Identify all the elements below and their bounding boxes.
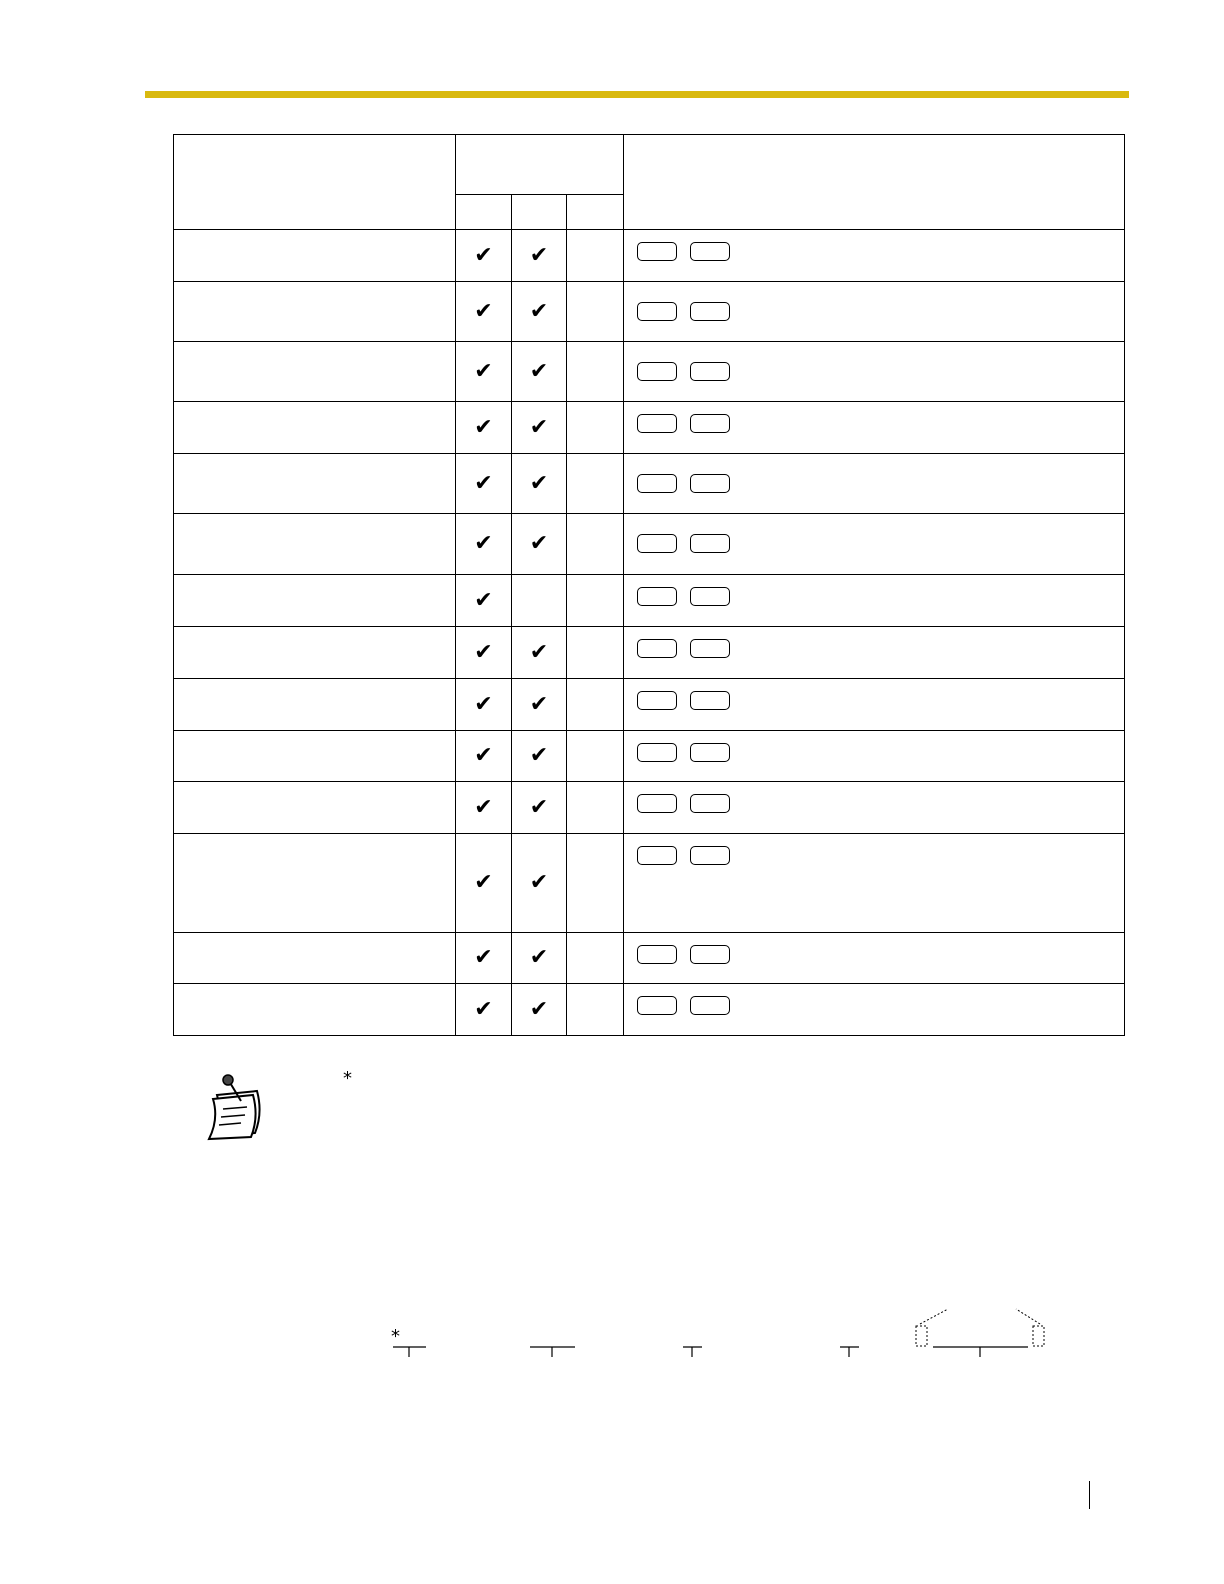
procedure-cell	[624, 282, 1125, 342]
check-cell-1: ✔	[456, 782, 512, 834]
check-cell-2: ✔	[512, 782, 567, 834]
check-cell-3	[567, 933, 624, 984]
key-button-icon	[690, 362, 730, 381]
procedure-cell	[624, 454, 1125, 514]
header-sub-1	[456, 195, 512, 230]
check-cell-2: ✔	[512, 933, 567, 984]
key-button-icon	[690, 474, 730, 493]
procedure-cell	[624, 731, 1125, 782]
header-sub-2	[512, 195, 567, 230]
key-button-icon	[690, 945, 730, 964]
check-cell-3	[567, 230, 624, 282]
table-row	[174, 230, 1125, 282]
key-button-icon	[690, 302, 730, 321]
table-row	[174, 575, 1125, 627]
key-button-icon	[637, 534, 677, 553]
table-row	[174, 679, 1125, 731]
check-cell-1: ✔	[456, 933, 512, 984]
check-cell-3	[567, 402, 624, 454]
table-row	[174, 731, 1125, 782]
check-cell-2: ✔	[512, 627, 567, 679]
check-cell-2: ✔	[512, 679, 567, 731]
procedure-cell	[624, 402, 1125, 454]
check-cell-2: ✔	[512, 402, 567, 454]
table-row	[174, 454, 1125, 514]
note-pin-icon	[203, 1073, 267, 1143]
check-cell-2: ✔	[512, 454, 567, 514]
table-row	[174, 834, 1125, 933]
feature-cell	[174, 342, 456, 402]
check-cell-3	[567, 782, 624, 834]
check-cell-1: ✔	[456, 402, 512, 454]
check-cell-1: ✔	[456, 984, 512, 1036]
check-cell-2: ✔	[512, 230, 567, 282]
feature-cell	[174, 984, 456, 1036]
check-cell-2: ✔	[512, 514, 567, 575]
feature-cell	[174, 575, 456, 627]
check-cell-2: ✔	[512, 731, 567, 782]
check-cell-1: ✔	[456, 454, 512, 514]
key-button-icon	[637, 743, 677, 762]
procedure-cell	[624, 514, 1125, 575]
feature-cell	[174, 933, 456, 984]
key-button-icon	[690, 996, 730, 1015]
table-row	[174, 933, 1125, 984]
key-button-icon	[637, 945, 677, 964]
check-cell-1: ✔	[456, 342, 512, 402]
table-row	[174, 627, 1125, 679]
key-button-icon	[637, 587, 677, 606]
check-cell-2: ✔	[512, 834, 567, 933]
key-button-icon	[690, 587, 730, 606]
diagram-asterisk: *	[391, 1326, 400, 1347]
check-cell-3	[567, 834, 624, 933]
table-row	[174, 984, 1125, 1036]
check-cell-3	[567, 454, 624, 514]
key-button-icon	[690, 242, 730, 261]
feature-cell	[174, 731, 456, 782]
header-sub-3	[567, 195, 624, 230]
check-cell-1: ✔	[456, 679, 512, 731]
key-button-icon	[637, 691, 677, 710]
key-button-icon	[690, 743, 730, 762]
procedure-cell	[624, 984, 1125, 1036]
check-cell-2	[512, 575, 567, 627]
header-feature-cell	[174, 135, 456, 230]
key-button-icon	[637, 996, 677, 1015]
feature-cell	[174, 679, 456, 731]
header-operation-cell	[624, 135, 1125, 230]
key-button-icon	[690, 414, 730, 433]
key-button-icon	[637, 414, 677, 433]
key-button-icon	[637, 474, 677, 493]
check-cell-1: ✔	[456, 834, 512, 933]
procedure-cell	[624, 679, 1125, 731]
page-number-divider	[1089, 1481, 1090, 1509]
check-cell-3	[567, 679, 624, 731]
key-button-icon	[637, 362, 677, 381]
feature-cell	[174, 230, 456, 282]
check-cell-3	[567, 984, 624, 1036]
procedure-cell	[624, 575, 1125, 627]
procedure-cell	[624, 782, 1125, 834]
procedure-cell	[624, 342, 1125, 402]
key-button-icon	[637, 242, 677, 261]
feature-cell	[174, 454, 456, 514]
check-cell-1: ✔	[456, 230, 512, 282]
procedure-cell	[624, 627, 1125, 679]
check-cell-1: ✔	[456, 627, 512, 679]
key-button-icon	[690, 846, 730, 865]
header-rule	[145, 91, 1129, 98]
check-cell-3	[567, 514, 624, 575]
key-button-icon	[637, 302, 677, 321]
check-cell-3	[567, 575, 624, 627]
feature-cell	[174, 402, 456, 454]
note-asterisk: *	[343, 1068, 352, 1089]
table-row	[174, 282, 1125, 342]
key-button-icon	[637, 639, 677, 658]
feature-cell	[174, 782, 456, 834]
table-row	[174, 782, 1125, 834]
feature-cell	[174, 282, 456, 342]
key-button-icon	[690, 639, 730, 658]
procedure-cell	[624, 933, 1125, 984]
check-cell-2: ✔	[512, 282, 567, 342]
key-button-icon	[690, 691, 730, 710]
feature-cell	[174, 627, 456, 679]
table-row	[174, 342, 1125, 402]
check-cell-2: ✔	[512, 342, 567, 402]
check-cell-2: ✔	[512, 984, 567, 1036]
key-button-icon	[690, 794, 730, 813]
check-cell-3	[567, 282, 624, 342]
key-button-icon	[690, 534, 730, 553]
feature-cell	[174, 514, 456, 575]
dial-sequence-diagram	[380, 1300, 1080, 1370]
check-cell-1: ✔	[456, 575, 512, 627]
check-cell-3	[567, 731, 624, 782]
key-button-icon	[637, 846, 677, 865]
header-availability-cell	[456, 135, 624, 195]
feature-cell	[174, 834, 456, 933]
procedure-cell	[624, 230, 1125, 282]
feature-table	[173, 134, 1125, 1036]
check-cell-1: ✔	[456, 731, 512, 782]
check-cell-1: ✔	[456, 514, 512, 575]
key-button-icon	[637, 794, 677, 813]
check-cell-3	[567, 627, 624, 679]
table-row	[174, 514, 1125, 575]
check-cell-1: ✔	[456, 282, 512, 342]
check-cell-3	[567, 342, 624, 402]
table-row	[174, 402, 1125, 454]
procedure-cell	[624, 834, 1125, 933]
